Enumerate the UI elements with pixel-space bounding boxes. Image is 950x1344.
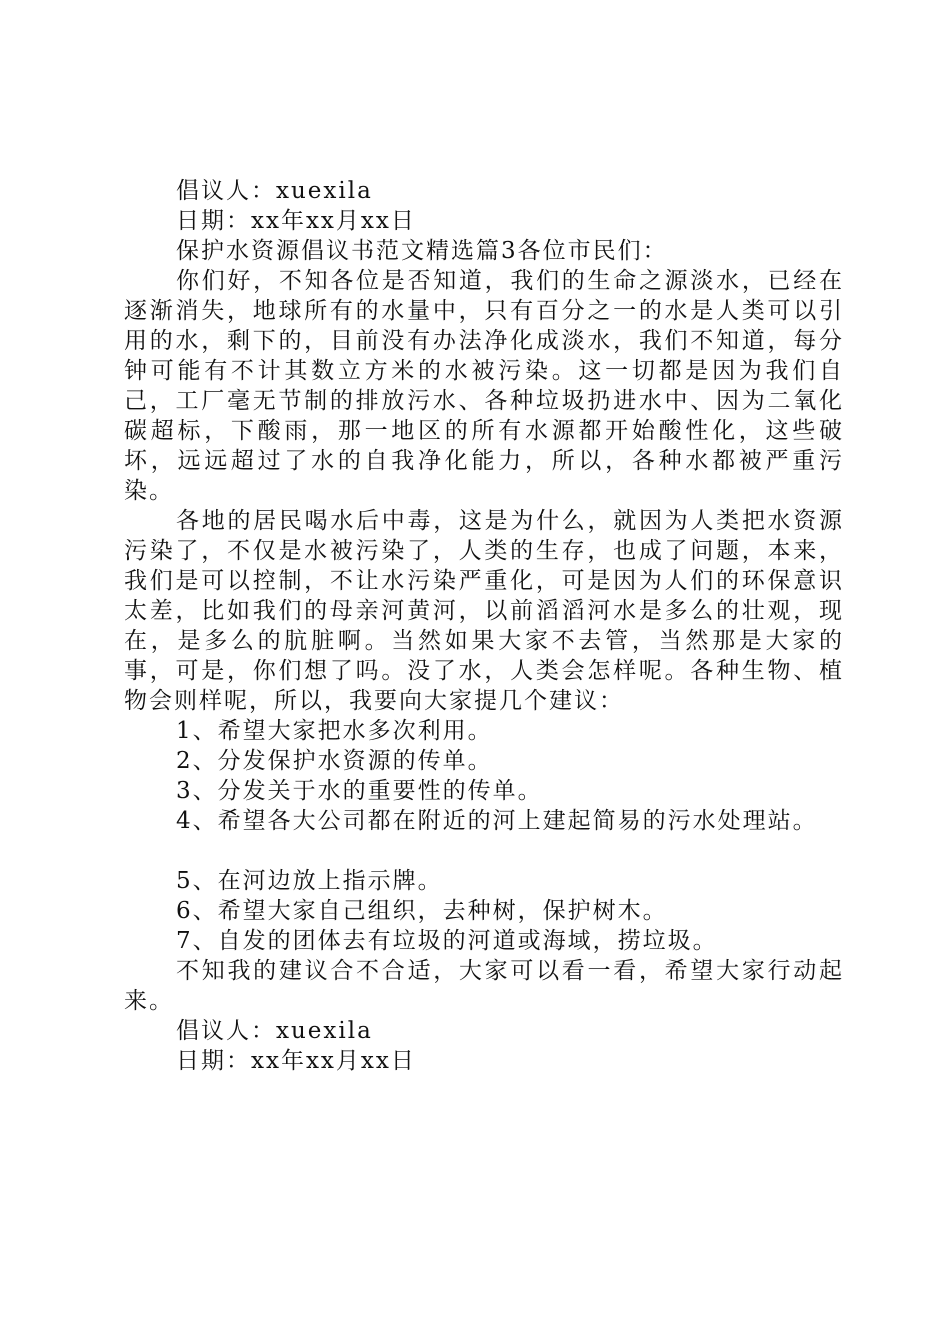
suggestion-item-1: 1、希望大家把水多次利用。 [176, 718, 493, 744]
footer-date: 日期：xx年xx月xx日 [176, 1048, 416, 1074]
suggestion-item-3: 3、分发关于水的重要性的传单。 [176, 778, 543, 804]
paragraph-1: 你们好，不知各位是否知道，我们的生命之源淡水，已经在逐渐消失，地球所有的水量中，只有百分之一的水是人类可以引用的水，剩下的，目前没有办法净化成淡水，我们不知道，每分钟可能有不计其数立方米的水被污染。这一切都是因为我们自己，工厂毫无节制的排放污水、各种垃圾扔进水中、因为二氧化碳超标，下酸雨，那一地区的所有水源都开始酸性化，这些破坏，远远超过了水的自我净化能力，所以，各种水都被严重污染。 [124, 268, 844, 504]
header-date: 日期：xx年xx月xx日 [176, 208, 416, 234]
suggestion-item-7: 7、自发的团体去有垃圾的河道或海域，捞垃圾。 [176, 928, 718, 954]
suggestion-item-4: 4、希望各大公司都在附近的河上建起简易的污水处理站。 [176, 808, 818, 834]
header-signer: 倡议人：xuexila [176, 178, 373, 204]
closing-paragraph: 不知我的建议合不合适，大家可以看一看，希望大家行动起来。 [124, 958, 844, 1014]
section-title: 保护水资源倡议书范文精选篇3各位市民们： [176, 238, 668, 264]
footer-signer: 倡议人：xuexila [176, 1018, 373, 1044]
blank-line [124, 836, 844, 866]
paragraph-2: 各地的居民喝水后中毒，这是为什么，就因为人类把水资源污染了，不仅是水被污染了，人类的生存，也成了问题，本来，我们是可以控制，不让水污染严重化，可是因为人们的环保意识太差，比如我们的母亲河黄河，以前滔滔河水是多么的壮观，现在，是多么的肮脏啊。当然如果大家不去管，当然那是大家的事，可是，你们想了吗。没了水，人类会怎样呢。各种生物、植物会则样呢，所以，我要向大家提几个建议： [124, 508, 844, 714]
suggestion-item-6: 6、希望大家自己组织，去种树，保护树木。 [176, 898, 668, 924]
suggestion-item-2: 2、分发保护水资源的传单。 [176, 748, 493, 774]
document-body [124, 176, 844, 1076]
suggestion-item-5: 5、在河边放上指示牌。 [176, 868, 443, 894]
